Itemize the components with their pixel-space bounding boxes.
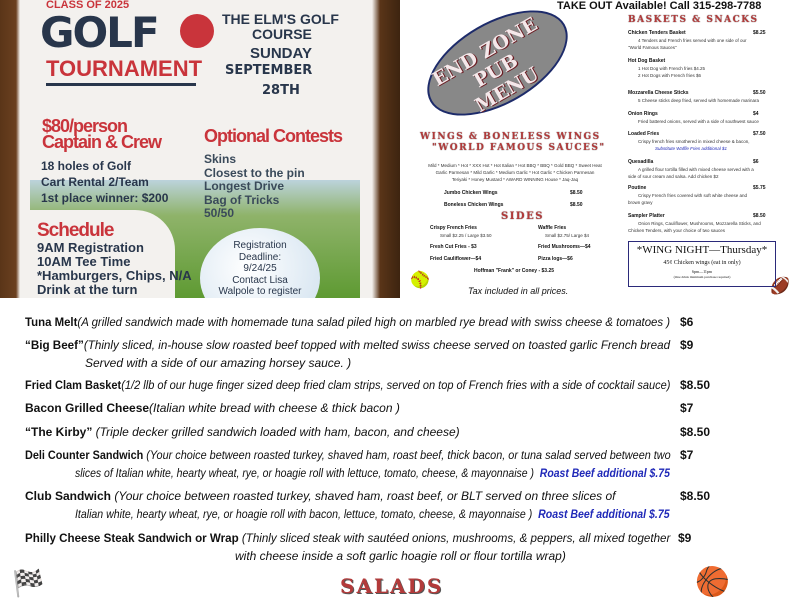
sandwich-price: $8.50: [680, 425, 711, 439]
sandwich-desc: (Thinly sliced, in-house slow roasted beef topped with melted swiss cheese served on toasted garlic French bread: [83, 338, 671, 352]
menu-item-desc: A grilled flour tortilla filled with mixed cheese served with a: [638, 167, 754, 172]
football-icon: 🏈: [770, 278, 790, 295]
registration-line: Contact Lisa: [232, 274, 288, 286]
side-item: Small $2.25 / Large $3.50: [440, 233, 492, 238]
menu-item-desc: Onion Rings, Cauliflower, Mushrooms, Mozzarella Sticks, and: [638, 221, 761, 226]
sandwich-desc: with cheese inside a soft garlic hoagie roll or flour tortilla wrap): [235, 549, 566, 563]
schedule-item: Drink at the turn: [37, 282, 138, 297]
menu-item-name: Hot Dog Basket: [628, 58, 666, 64]
sandwich-price: $6: [680, 315, 694, 329]
side-item: Fresh Cut Fries - $3: [430, 244, 477, 250]
schedule-item: 9AM Registration: [37, 240, 144, 255]
sandwich-price: $7: [680, 401, 694, 415]
side-item: Pizza logs—$6: [538, 256, 573, 262]
add-on-price: Roast Beef additional $.75: [539, 466, 670, 480]
sandwich-desc-cont: [235, 549, 566, 563]
add-on-price: Roast Beef additional $.75: [538, 507, 670, 521]
class-of-title: CLASS OF 2025: [46, 0, 130, 11]
devil-mascot-icon: [180, 14, 214, 48]
sandwich-name: Club Sandwich: [25, 489, 112, 503]
sandwich-price: $9: [678, 531, 692, 545]
sandwich-name: Philly Cheese Steak Sandwich or Wrap: [25, 531, 239, 545]
menu-item-price: $7.50: [753, 131, 766, 137]
baseball-glove-icon: 🥎: [410, 272, 430, 289]
schedule-item: 10AM Tee Time: [37, 254, 131, 269]
wing-item: Boneless Chicken Wings: [444, 202, 504, 208]
sandwich-row: [25, 338, 670, 352]
sandwich-desc: (Thinly sliced steak with sautéed onions, mushrooms, & peppers, all mixed together: [238, 531, 671, 545]
menu-item-name: Onion Rings: [628, 111, 658, 117]
pub-menu-image: TAKE OUT Available! Call 315-298-7788 BASKETS & SNACKS WINGS & BONELESS WINGS "WORLD FAMOUS SAUCES" SIDES Hoffman "Frank" or Coney - $3.25 🥎 Tax included in all prices. 🏈 Chicken Tenders Basket $8.25 4 Tenders and French fries served with one side of our "World Famous Sauces" Hot Dog Basket 1 Hot Dog with French fries $4.25 2 Hot Dogs with French fries $6 Mozzarella Cheese Sticks $5.50 5 Cheese sticks deep fried, served with homemade marinara Onion Rings $4 Fried battered onions, served with a side of southwest sauce Loaded Fries $7.50 Crispy french fries smothered in mixed cheese & bacon, Substitute Waffle Fries additional $1 Quesadilla $6 A grilled flour tortilla filled with mixed cheese served with a side of sour cream and salsa. Add chicken $2 Poutine $5.75 Crispy French fries covered with soft white cheese and brown gravy Sampler Platter $8.50 Onion Rings, Cauliflower, Mushrooms, Mozzarella Sticks, and Chicken Tenders, with your choice of two sauces Mild * Medium * Hot * XXX Hot * Hot Italian * Hot BBQ * BBQ * Gold BBQ * Sweet Heat Garlic Parmesan * Mild Garlic * Medium Garlic * Hot Garlic * Chicken Parmesan Teriyaki * Honey Mustard * AWARD WINNING House * Jaq-Jaq Jumbo Chicken Wings $8.50 Boneless Chicken Wings $8.50 Crispy French Fries Small $2.25 / Large $3.50 Waffle Fries Small $2.75/ Large $4 Fresh Cut Fries - $3 Fried Mushrooms—$4 Fried Cauliflower—$4 Pizza logs—$6: [400, 0, 800, 298]
menu-item-desc: Crispy French fries covered with soft white cheese and: [638, 193, 748, 198]
menu-item-desc: 5 Cheese sticks deep fried, served with homemade marinara: [638, 98, 760, 103]
sandwich-desc: (Your choice between roasted turkey, shaved ham, roast beef, thick bacon, or tuna salad served between two: [143, 448, 671, 462]
side-item: Fried Mushrooms—$4: [538, 244, 591, 250]
wing-price: $8.50: [570, 190, 583, 196]
include-item: 18 holes of Golf: [41, 159, 132, 173]
contest-item: Bag of Tricks: [204, 192, 280, 207]
contest-item: Longest Drive: [204, 179, 285, 193]
takeout-banner: TAKE OUT Available! Call 315-298-7788: [557, 0, 762, 12]
registration-line: Deadline:: [238, 251, 282, 263]
menu-item-name: Quesadilla: [628, 159, 654, 165]
sauce-list: Garlic Parmesan * Mild Garlic * Medium Garlic * Hot Garlic * Chicken Parmesan: [435, 170, 595, 175]
menu-item-price: $8.25: [753, 30, 766, 36]
sandwich-desc: (A grilled sandwich made with homemade tuna salad piled high on marbled rye bread with swiss cheese & tomatoes ): [77, 315, 671, 329]
menu-item-price: $5.75: [753, 185, 766, 191]
side-item: Fried Cauliflower—$4: [430, 256, 482, 262]
menu-item-desc: "World Famous Sauces": [628, 45, 677, 50]
registration-line: Registration: [233, 240, 287, 251]
sandwich-desc: (Italian white bread with cheese & thick bacon ): [149, 401, 400, 415]
sandwich-desc: (1/2 llb of our huge finger sized deep fried clam strips, served on top of French fries with a side of cocktail sauce): [121, 378, 671, 392]
sandwich-row: [25, 448, 671, 462]
sandwich-desc: (Triple decker grilled sandwich loaded with ham, bacon, and cheese): [92, 425, 460, 439]
menu-item-desc: side of sour cream and salsa. Add chicken $2: [628, 174, 719, 179]
registration-line: 9/24/25: [243, 263, 277, 274]
wing-price: $8.50: [570, 202, 583, 208]
wing-night-box: *WING NIGHT—Thursday* 45¢ Chicken wings (eat in only) 6pm—11pm (One drink minimum purchase required): [628, 241, 776, 287]
registration-line: Walpole to register: [218, 286, 302, 297]
sandwich-row: [25, 315, 670, 329]
golf-flyer-photo: CLASS OF 2025 GOLF TOURNAMENT THE ELM'S GOLF COURSE SUNDAY SEPTEMBER 28TH $80/person Captain & Crew Optional Contests Schedule 18 holes of Golf Cart Rental 2/Team 1st place winner: $200 Skins Closest to the pin Longest Drive Bag of Tricks 50/50 9AM Registration 10AM Tee Time *Hamburgers, Chips, N/A Drink at the turn Registration Deadline: 9/24/25 Contact Lisa Walpole to register: [0, 0, 400, 298]
menu-item-desc: Chicken Tenders, with your choice of two sauces: [628, 228, 725, 233]
sandwich-row: [25, 401, 400, 415]
contest-item: Skins: [204, 152, 237, 166]
sandwich-desc-cont: [85, 356, 351, 370]
sandwich-price: $8.50: [680, 489, 711, 503]
sandwich-row: [25, 378, 670, 392]
sandwich-row: [25, 489, 616, 503]
end-zone-logo: END ZONE PUB MENU: [428, 13, 543, 117]
tournament-title: TOURNAMENT: [46, 56, 203, 81]
menu-item-name: Chicken Tenders Basket: [628, 30, 686, 36]
sandwich-price: $9: [680, 338, 694, 352]
sandwich-desc: Italian white, hearty wheat, rye, or hoagie roll with bacon, lettuce, tomato, cheese, & mayonnaise ): [75, 507, 533, 521]
sandwich-desc: (Your choice between roasted turkey, shaved ham, roast beef, or BLT served on three slices of: [111, 489, 616, 503]
sauce-list: Teriyaki * Honey Mustard * AWARD WINNING House * Jaq-Jaq: [451, 177, 579, 182]
menu-item-name: Poutine: [628, 185, 647, 191]
basketball-icon: 🏀: [695, 566, 730, 597]
menu-item-name: Loaded Fries: [628, 131, 660, 137]
sandwich-name: Deli Counter Sandwich: [25, 448, 144, 462]
menu-item-name: Sampler Platter: [628, 213, 665, 219]
menu-item-desc: Crispy french fries smothered in mixed cheese & bacon,: [638, 139, 750, 144]
include-item: 1st place winner: $200: [41, 191, 169, 205]
sandwich-name: Fried Clam Basket: [25, 378, 122, 392]
sandwich-desc: Served with a side of our amazing horsey sauce. ): [85, 356, 352, 370]
salads-heading: SALADS: [340, 574, 444, 598]
menu-item-name: Mozzarella Cheese Sticks: [628, 90, 689, 96]
sandwich-name: “The Kirby”: [25, 425, 93, 439]
menu-item-price: $6: [753, 159, 759, 165]
side-item: Waffle Fries: [538, 225, 567, 231]
menu-item-price: $8.50: [753, 213, 766, 219]
sandwich-name: “Big Beef”: [25, 338, 84, 352]
sandwich-desc-cont: [75, 466, 670, 480]
menu-item-desc: brown gravy: [628, 200, 653, 205]
sandwich-name: Bacon Grilled Cheese: [25, 401, 150, 415]
menu-item-desc: Substitute Waffle Fries additional $1: [655, 146, 727, 151]
sandwich-row: [25, 425, 460, 439]
include-item: Cart Rental 2/Team: [41, 175, 149, 189]
sandwich-price: $8.50: [680, 378, 711, 392]
checkered-flags-icon: 🏁: [12, 568, 45, 598]
menu-item-desc: 4 Tenders and French fries served with one side of our: [638, 38, 747, 43]
side-item: Small $2.75/ Large $4: [545, 233, 590, 238]
contest-item: Closest to the pin: [204, 165, 305, 180]
menu-item-desc: Fried battered onions, served with a side of southwest sauce: [638, 119, 759, 124]
sandwich-name: Tuna Melt: [25, 315, 78, 329]
menu-item-desc: 2 Hot Dogs with French fries $6: [638, 73, 702, 78]
menu-item-desc: 1 Hot Dog with French fries $4.25: [638, 66, 706, 71]
sandwich-desc: slices of Italian white, hearty wheat, rye, or hoagie roll with lettuce, tomato, cheese, & mayonnaise ): [75, 466, 534, 480]
menu-item-price: $4: [753, 111, 759, 117]
sandwich-row: [25, 531, 670, 545]
sauce-list: Mild * Medium * Hot * XXX Hot * Hot Italian * Hot BBQ * BBQ * Gold BBQ * Sweet Heat: [428, 163, 602, 168]
menu-item-price: $5.50: [753, 90, 766, 96]
sandwich-desc-cont: [75, 507, 670, 521]
contest-item: 50/50: [204, 206, 235, 220]
sandwich-price: $7: [680, 448, 694, 462]
wing-item: Jumbo Chicken Wings: [444, 190, 498, 196]
side-item: Crispy French Fries: [430, 225, 477, 231]
golf-title: GOLF: [40, 8, 158, 57]
schedule-item: *Hamburgers, Chips, N/A: [37, 268, 192, 283]
